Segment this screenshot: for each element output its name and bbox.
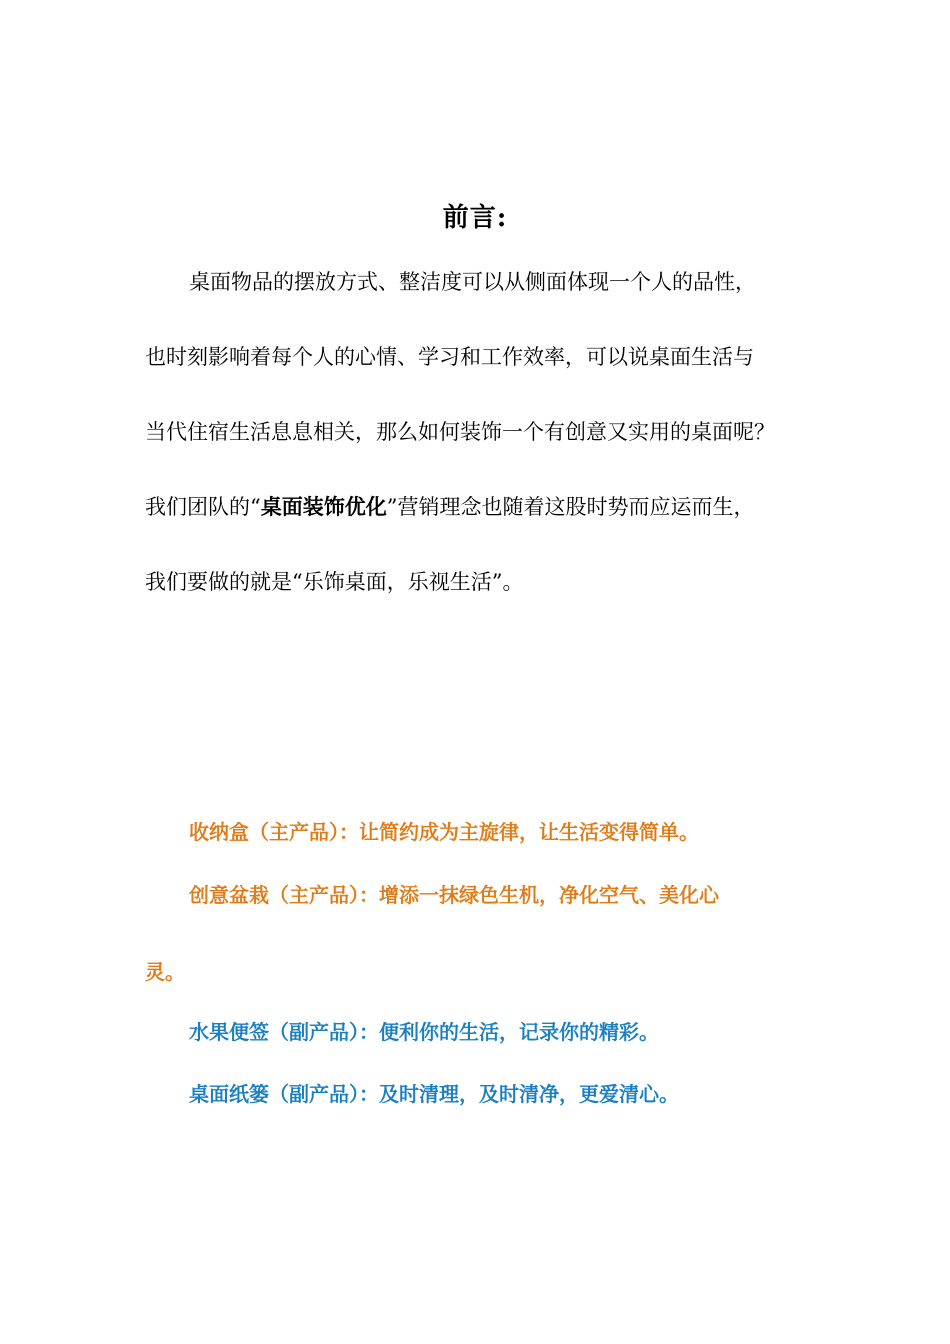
product-creative-plant-line-1: 创意盆栽（主产品）：增添一抹绿色生机，净化空气、美化心 <box>189 883 719 907</box>
product-storage-box: 收纳盒（主产品）：让简约成为主旋律，让生活变得简单。 <box>189 820 699 844</box>
product-fruit-notes: 水果便签（副产品）：便利你的生活，记录你的精彩。 <box>189 1020 659 1044</box>
product-creative-plant-line-2: 灵。 <box>145 960 185 984</box>
intro-line-4-suffix: ”营销理念也随着这股时势而应运而生， <box>386 495 755 519</box>
emphasis-phrase: 桌面装饰优化 <box>260 494 387 519</box>
intro-line-1: 桌面物品的摆放方式、整洁度可以从侧面体现一个人的品性， <box>189 270 756 294</box>
product-desk-wastebasket: 桌面纸篓（副产品）：及时清理，及时清净，更爱清心。 <box>189 1082 679 1106</box>
intro-line-4-prefix: 我们团队的“ <box>145 495 261 519</box>
intro-line-3: 当代住宿生活息息相关，那么如何装饰一个有创意又实用的桌面呢？ <box>145 420 775 444</box>
intro-line-2: 也时刻影响着每个人的心情、学习和工作效率，可以说桌面生活与 <box>145 345 754 369</box>
intro-line-4 <box>145 492 825 522</box>
intro-line-5: 我们要做的就是“乐饰桌面，乐视生活”。 <box>145 570 524 594</box>
page-title: 前言: <box>442 203 508 233</box>
